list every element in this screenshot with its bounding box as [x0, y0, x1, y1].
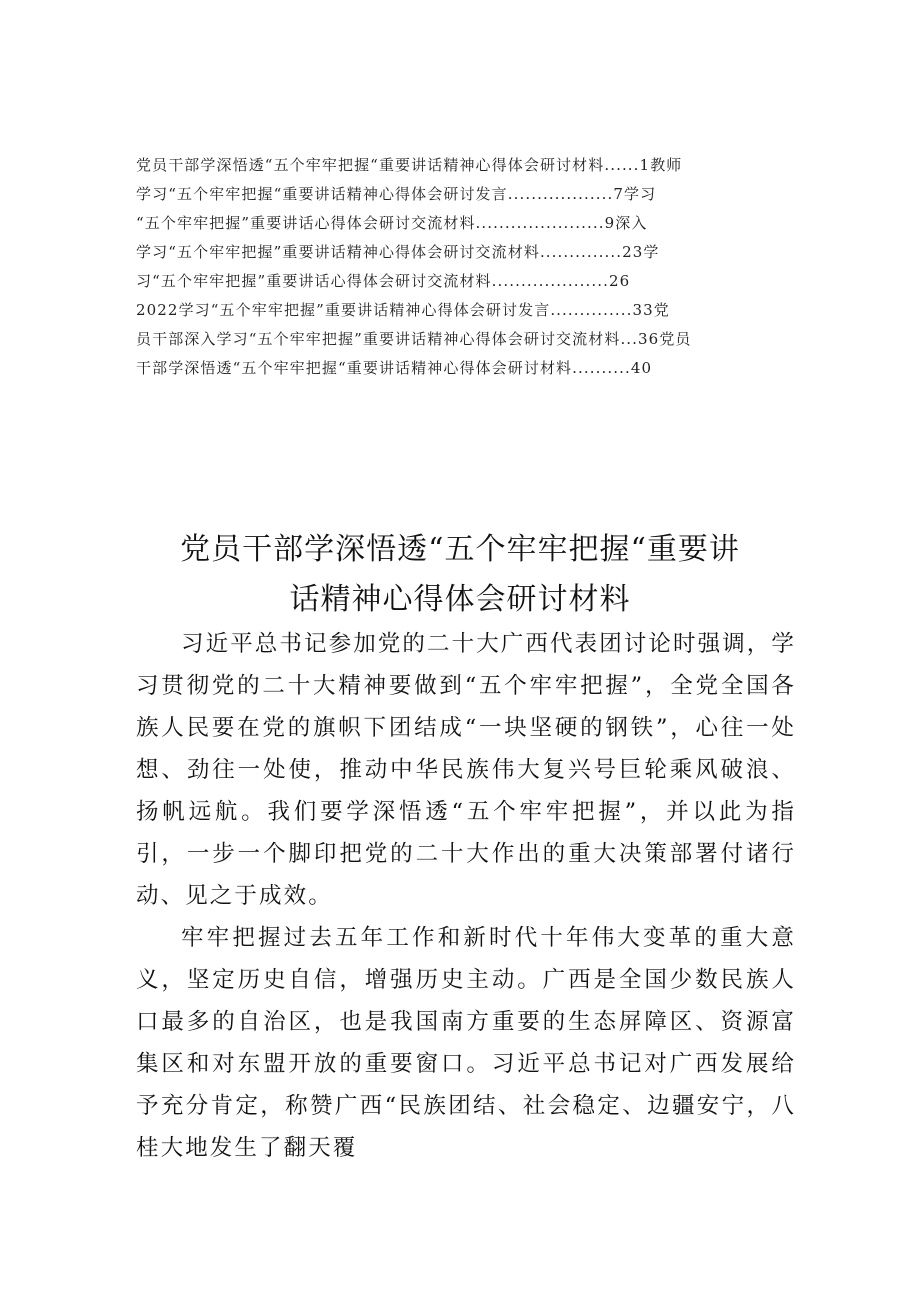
- document-title-line-1: 党员干部学深悟透“五个牢牢把握“重要讲: [180, 532, 740, 567]
- toc-entry[interactable]: “五个牢牢把握”重要讲话心得体会研讨交流材料......................9深入: [136, 214, 648, 232]
- document-body: [136, 623, 796, 1169]
- toc-entry[interactable]: 习“五个牢牢把握”重要讲话心得体会研讨交流材料....................26: [136, 272, 631, 290]
- toc-entry[interactable]: 学习“五个牢牢把握“重要讲话精神心得体会研讨发言..................7学习: [136, 185, 657, 203]
- document-title-line-2: 话精神心得体会研讨材料: [289, 582, 631, 617]
- toc-entry[interactable]: 党员干部学深悟透“五个牢牢把握“重要讲话精神心得体会研讨材料......1教师: [136, 156, 683, 174]
- document-title: [120, 525, 800, 625]
- toc-entry[interactable]: 2022学习“五个牢牢把握”重要讲话精神心得体会研讨发言..............33党: [136, 301, 670, 319]
- toc-entry[interactable]: 员干部深入学习“五个牢牢把握”重要讲话精神心得体会研讨交流材料...36党员: [136, 330, 692, 348]
- table-of-contents: [136, 151, 791, 383]
- toc-entry[interactable]: 干部学深悟透“五个牢牢把握“重要讲话精神心得体会研讨材料..........40: [136, 359, 653, 377]
- body-paragraph: 牢牢把握过去五年工作和新时代十年伟大变革的重大意义，坚定历史自信，增强历史主动。广西是全国少数民族人口最多的自治区，也是我国南方重要的生态屏障区、资源富集区和对东盟开放的重要窗口。习近平总书记对广西发展给予充分肯定，称赞广西“民族团结、社会稳定、边疆安宁，八桂大地发生了翻天覆: [136, 925, 796, 1161]
- body-paragraph: 习近平总书记参加党的二十大广西代表团讨论时强调，学习贯彻党的二十大精神要做到“五个牢牢把握”，全党全国各族人民要在党的旗帜下团结成“一块坚硬的钢铁”，心往一处想、劲往一处使，推动中华民族伟大复兴号巨轮乘风破浪、扬帆远航。我们要学深悟透“五个牢牢把握”，并以此为指引，一步一个脚印把党的二十大作出的重大决策部署付诸行动、见之于成效。: [136, 631, 797, 909]
- toc-entry[interactable]: 学习“五个牢牢把握”重要讲话精神心得体会研讨交流材料..............23学: [136, 243, 660, 261]
